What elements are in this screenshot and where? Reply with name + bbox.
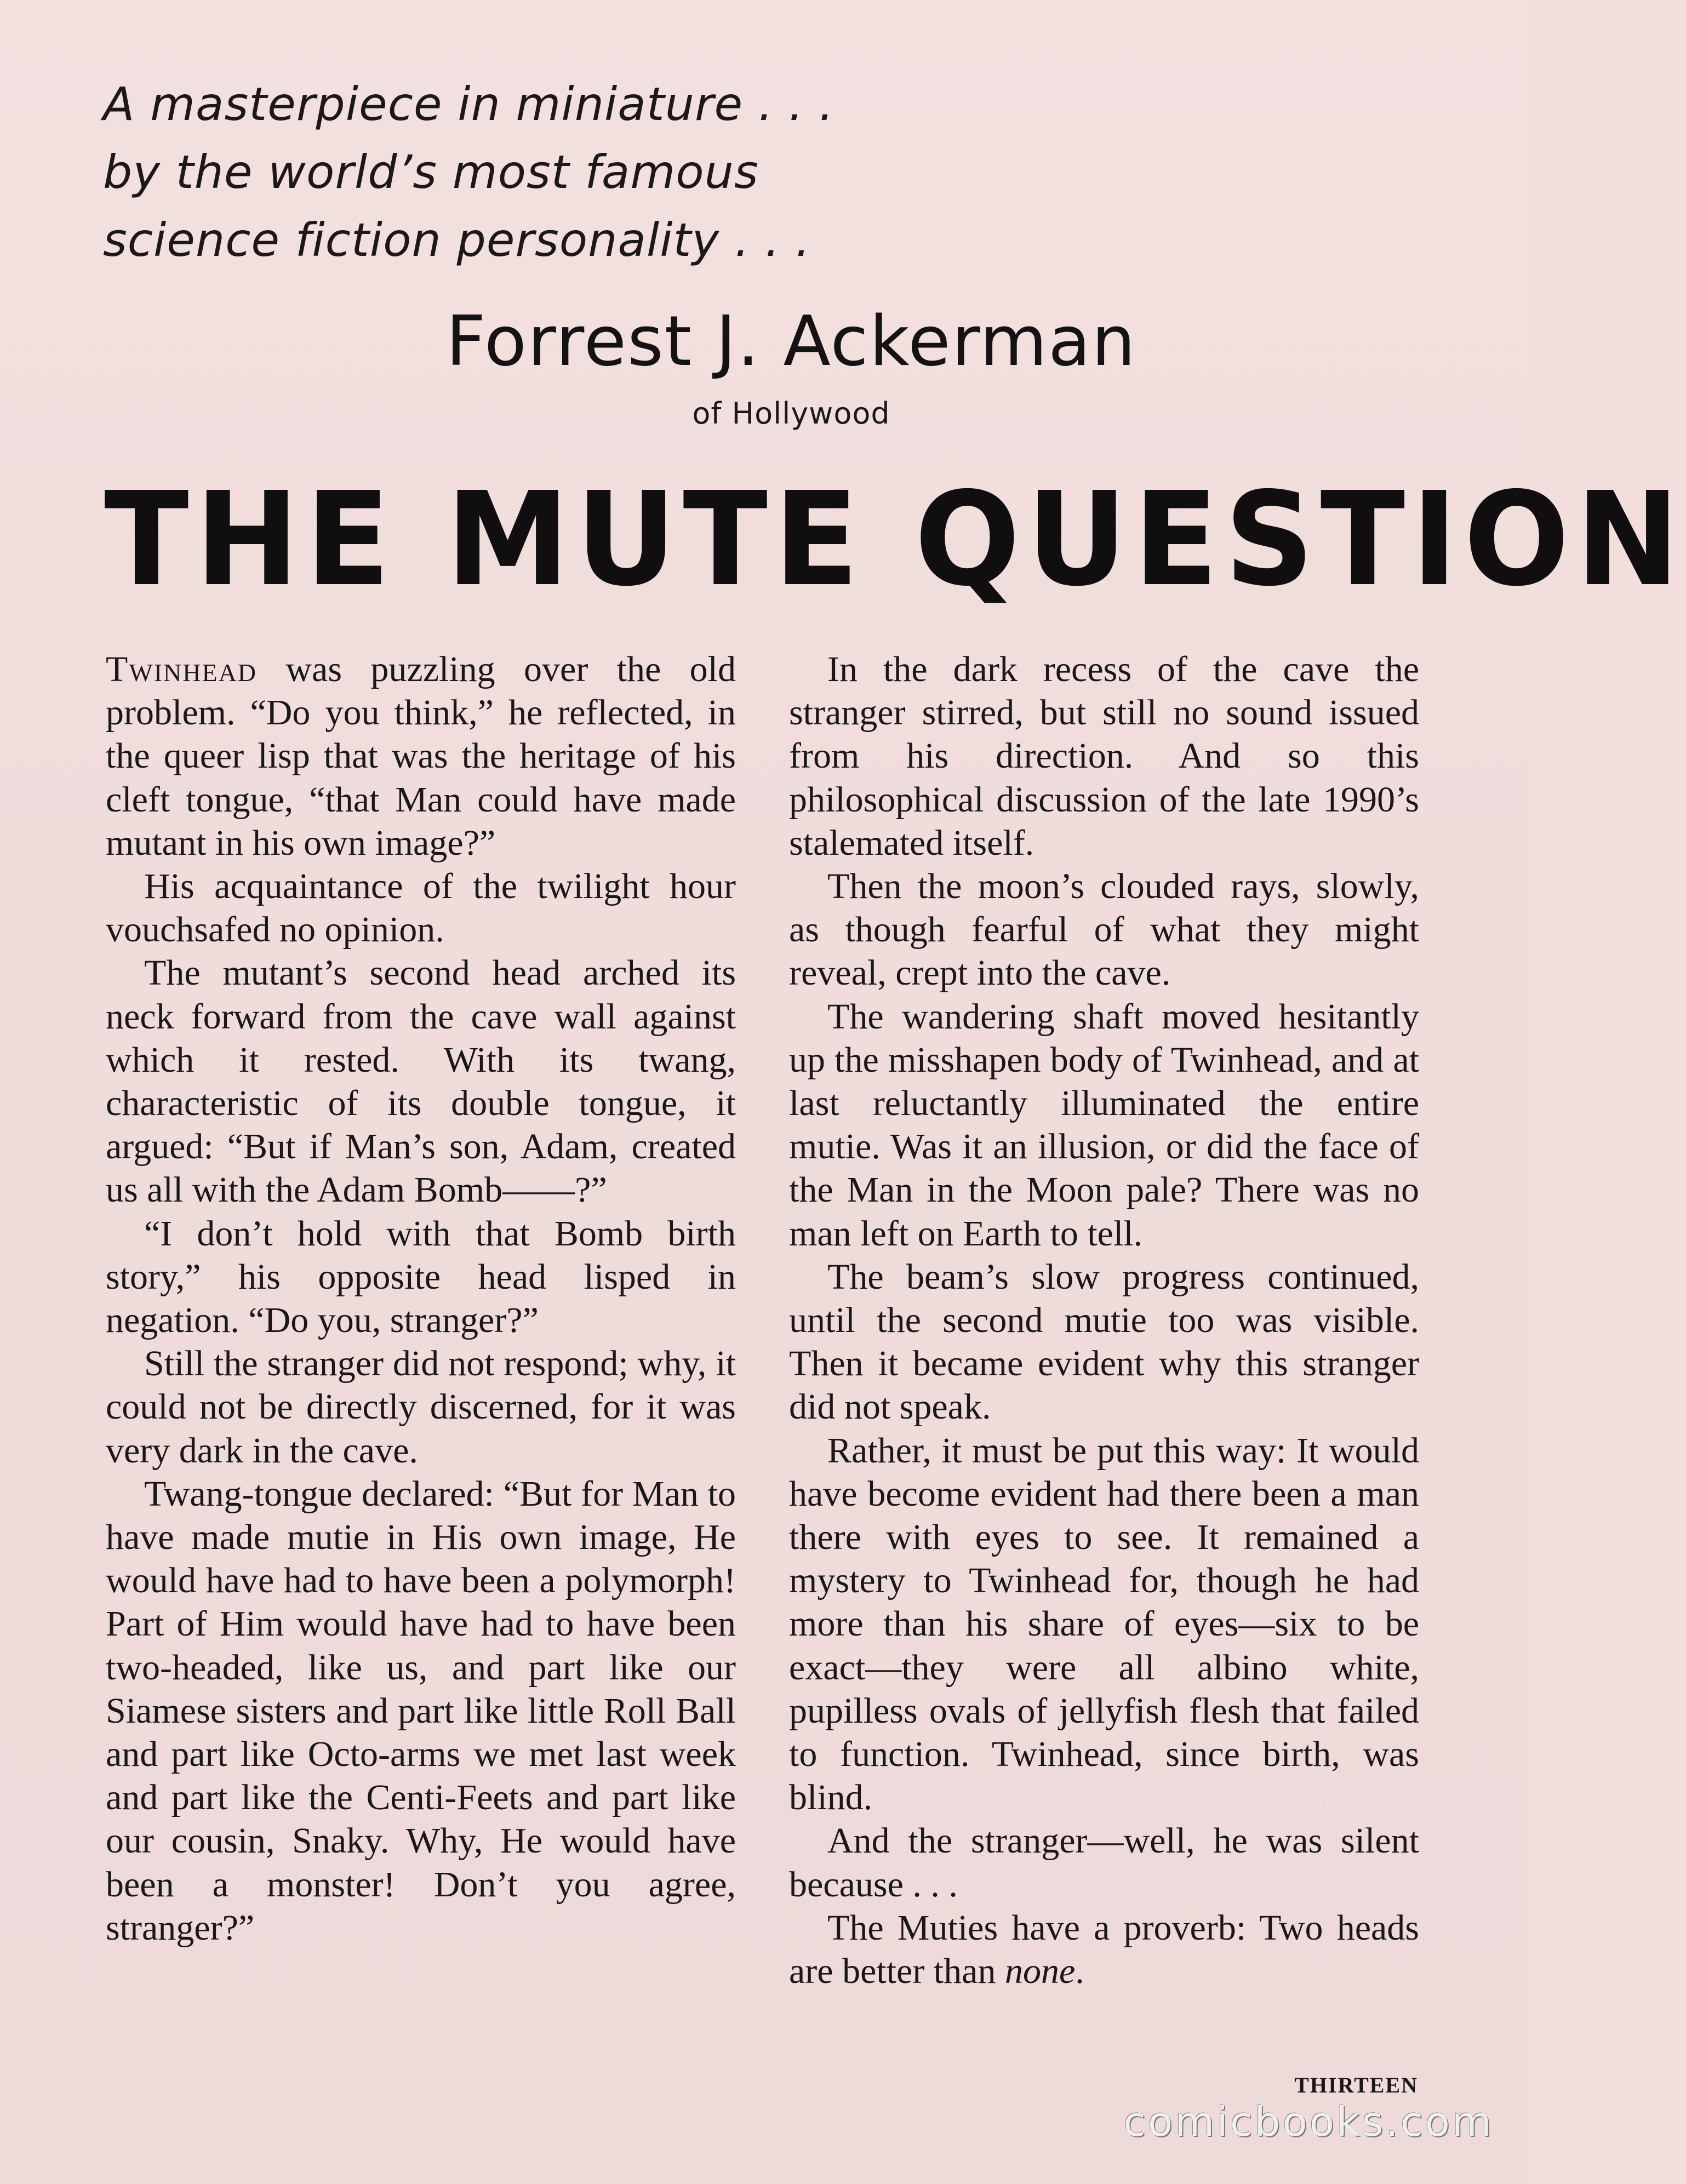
paragraph: The beam’s slow progress continued, until the second mutie too was visible. Then it became evident why this stranger did not speak. — [789, 1256, 1419, 1427]
paragraph: Then the moon’s clouded rays, slowly, as though fearful of what they might reveal, crept into the cave. — [789, 866, 1419, 993]
blurb-line: science fiction personality . . . — [103, 213, 811, 267]
blurb-line: by the world’s most famous — [103, 145, 759, 199]
paragraph — [106, 648, 736, 865]
paragraph: His acquaintance of the twilight hour vouchsafed no opinion. — [106, 866, 736, 950]
story-column-left — [106, 648, 736, 1949]
paragraph-end: . — [1075, 1951, 1084, 1992]
paragraph: Rather, it must be put this way: It would have become evident had there been a man there with eyes to see. It remained a mystery to Twinhead for, though he had more than his share of eyes—six to be exact—they were all albino white, pupilless ovals of jellyfish flesh that failed to function. Twinhead, since birth, was blind. — [789, 1430, 1419, 1818]
paragraph: Twang-tongue declared: “But for Man to have made mutie in His own image, He would have had to have been a polymorph! Part of Him would have had to have been two-headed, like us, and part like our Siamese sisters and part like little Roll Ball and part like Octo-arms we met last week and part like the Centi-Feets and part like our cousin, Snaky. Why, He would have been a monster! Don’t you agree, stranger?” — [106, 1473, 736, 1948]
paragraph — [789, 1906, 1419, 1993]
page-number: THIRTEEN — [1294, 2073, 1418, 2097]
lead-word: Twinhead — [106, 649, 258, 689]
author-name: Forrest J. Ackerman — [445, 301, 1137, 381]
paragraph-text: was puzzling over the old problem. “Do you think,” he reflected, in the queer lisp that was the heritage of his cleft tongue, “that Man could have made mutant in his own image?” — [106, 649, 736, 863]
paragraph: And the stranger—well, he was silent because . . . — [789, 1821, 1419, 1905]
emphasis-word: none — [1004, 1951, 1076, 1992]
story-title: THE MUTE QUESTION — [104, 464, 1686, 615]
site-watermark: comicbooks.com — [1123, 2099, 1494, 2146]
story-column-right — [789, 648, 1419, 1993]
author-locale: of Hollywood — [692, 396, 890, 431]
blurb-line: A masterpiece in miniature . . . — [103, 77, 835, 131]
paragraph: The mutant’s second head arched its neck forward from the cave wall against which it rested. With its twang, characteristic of its double tongue, it argued: “But if Man’s son, Adam, created us all with the Adam Bomb——?” — [106, 953, 736, 1210]
paragraph-text: The Muties have a proverb: Two heads are better than — [789, 1907, 1419, 1992]
paragraph: “I don’t hold with that Bomb birth story,” his opposite head lisped in negation. “Do you, stranger?” — [106, 1213, 736, 1341]
paragraph: In the dark recess of the cave the stranger stirred, but still no sound issued from his direction. And so this philosophical discussion of the late 1990’s stalemated itself. — [789, 649, 1419, 863]
intro-blurb — [103, 70, 834, 274]
paragraph: The wandering shaft moved hesitantly up the misshapen body of Twinhead, and at last reluctantly illuminated the entire mutie. Was it an illusion, or did the face of the Man in the Moon pale? There was no man left on Earth to tell. — [789, 996, 1419, 1254]
paragraph: Still the stranger did not respond; why, it could not be directly discerned, for it was very dark in the cave. — [106, 1343, 736, 1471]
